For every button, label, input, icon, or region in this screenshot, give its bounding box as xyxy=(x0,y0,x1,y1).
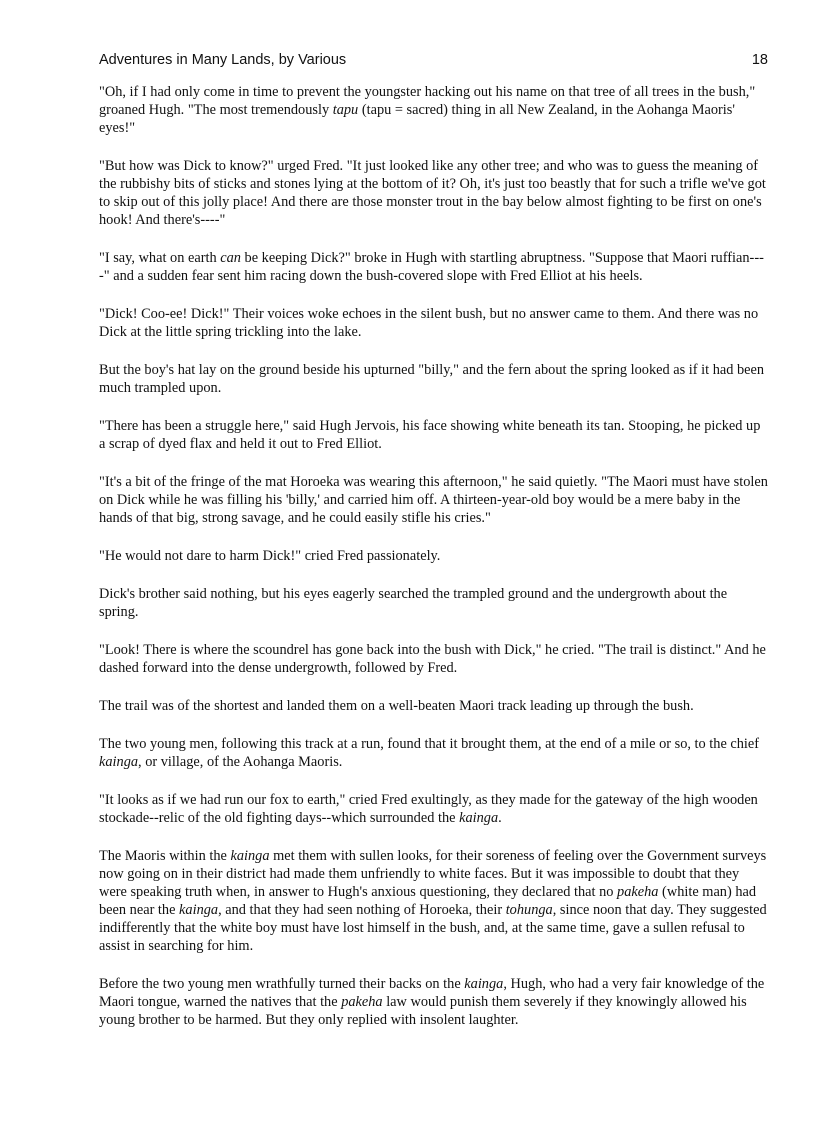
paragraph xyxy=(99,83,768,137)
italic-text: kainga xyxy=(230,848,270,864)
paragraph xyxy=(99,697,768,715)
paragraph xyxy=(99,547,768,565)
paragraph xyxy=(99,249,768,285)
text-run: Before the two young men wrathfully turned their backs on the xyxy=(99,976,465,992)
italic-text: can xyxy=(220,250,241,266)
italic-text: pakeha xyxy=(341,994,383,1010)
text-run: (tapu = sacred) thing in all New Zealand, in the Aohanga Maoris' eyes!" xyxy=(99,102,735,136)
text-run: The Maoris within the xyxy=(99,848,231,864)
text-run: , Hugh, who had a very fair knowledge of the Maori tongue, warned the natives that the xyxy=(99,976,765,1010)
text-run: , and that they had seen nothing of Horoeka, their xyxy=(218,902,506,918)
text-run: "There has been a struggle here," said Hugh Jervois, his face showing white beneath its tan. Stooping, he picked up a scrap of dyed flax and held it out to Fred Elliot. xyxy=(99,418,761,452)
paragraph xyxy=(99,641,768,677)
italic-text: kainga xyxy=(459,810,499,826)
page-header xyxy=(99,52,768,72)
italic-text: tohunga xyxy=(505,902,553,918)
book-title: Adventures in Many Lands, by Various xyxy=(99,52,347,68)
text-run: (white man) had been near the xyxy=(99,884,757,918)
text-run: , since noon that day. They suggested indifferently that the white boy must have lost himself in the bush, and, at the same time, gave a sullen refusal to assist in searching for him. xyxy=(99,902,767,954)
paragraph xyxy=(99,791,768,827)
text-run: But the boy's hat lay on the ground beside his upturned "billy," and the fern about the spring looked as if it had been much trampled upon. xyxy=(99,362,765,396)
paragraph xyxy=(99,361,768,397)
italic-text: kainga xyxy=(99,754,139,770)
text-run: "He would not dare to harm Dick!" cried Fred passionately. xyxy=(99,548,441,564)
paragraph xyxy=(99,585,768,621)
text-run: The two young men, following this track at a run, found that it brought them, at the end of a mile or so, to the chief xyxy=(99,736,760,752)
text-run: "It's a bit of the fringe of the mat Horoeka was wearing this afternoon," he said quietly. "The Maori must have stolen on Dick while he was filling his 'billy,' and carried him off. A thirteen-year-old boy would be a mere baby in the hands of that big, strong savage, and he could easily stifle his cries." xyxy=(99,474,768,526)
italic-text: kainga xyxy=(464,976,504,992)
paragraph xyxy=(99,847,768,955)
text-run: The trail was of the shortest and landed them on a well-beaten Maori track leading up through the bush. xyxy=(99,698,694,714)
page-number: 18 xyxy=(751,52,768,68)
paragraph xyxy=(99,417,768,453)
paragraph xyxy=(99,473,768,527)
italic-text: pakeha xyxy=(617,884,659,900)
text-run: . xyxy=(498,810,502,826)
paragraph xyxy=(99,157,768,229)
italic-text: kainga xyxy=(179,902,219,918)
text-run: be keeping Dick?" broke in Hugh with startling abruptness. "Suppose that Maori ruffian----" and a sudden fear sent him racing down the bush-covered slope with Fred Elliot at his heels. xyxy=(99,250,764,284)
text-run: "I say, what on earth xyxy=(99,250,221,266)
text-run: "It looks as if we had run our fox to earth," cried Fred exultingly, as they made for the gateway of the high wooden stockade--relic of the old fighting days--which surrounded the xyxy=(99,792,758,826)
text-run: Dick's brother said nothing, but his eyes eagerly searched the trampled ground and the undergrowth about the spring. xyxy=(99,586,728,620)
paragraph xyxy=(99,735,768,771)
text-run: "Dick! Coo-ee! Dick!" Their voices woke echoes in the silent bush, but no answer came to them. And there was no Dick at the little spring trickling into the lake. xyxy=(99,306,759,340)
text-run: "But how was Dick to know?" urged Fred. "It just looked like any other tree; and who was to guess the meaning of the rubbishy bits of sticks and stones lying at the bottom of it? Oh, it's just too beastly that for such a trifle we've got to skip out of this jolly place! And there are those monster trout in the bay below almost fighting to be first on one's hook! And there's----" xyxy=(99,158,766,228)
text-run: met them with sullen looks, for their soreness of feeling over the Government surveys now going on in their district had made them unfriendly to white faces. But it was impossible to doubt that they were speaking truth when, in answer to Hugh's anxious questioning, they declared that no xyxy=(99,848,767,900)
text-run: "Oh, if I had only come in time to prevent the youngster hacking out his name on that tree of all trees in the bush," groaned Hugh. "The most tremendously xyxy=(99,84,756,118)
paragraph xyxy=(99,305,768,341)
italic-text: tapu xyxy=(332,102,359,118)
text-run: "Look! There is where the scoundrel has gone back into the bush with Dick," he cried. "The trail is distinct." And he dashed forward into the dense undergrowth, followed by Fred. xyxy=(99,642,766,676)
text-run: law would punish them severely if they knowingly allowed his young brother to be harmed. But they only replied with insolent laughter. xyxy=(99,994,747,1028)
paragraph xyxy=(99,975,768,1029)
text-run: , or village, of the Aohanga Maoris. xyxy=(138,754,343,770)
body-text xyxy=(99,83,768,1049)
